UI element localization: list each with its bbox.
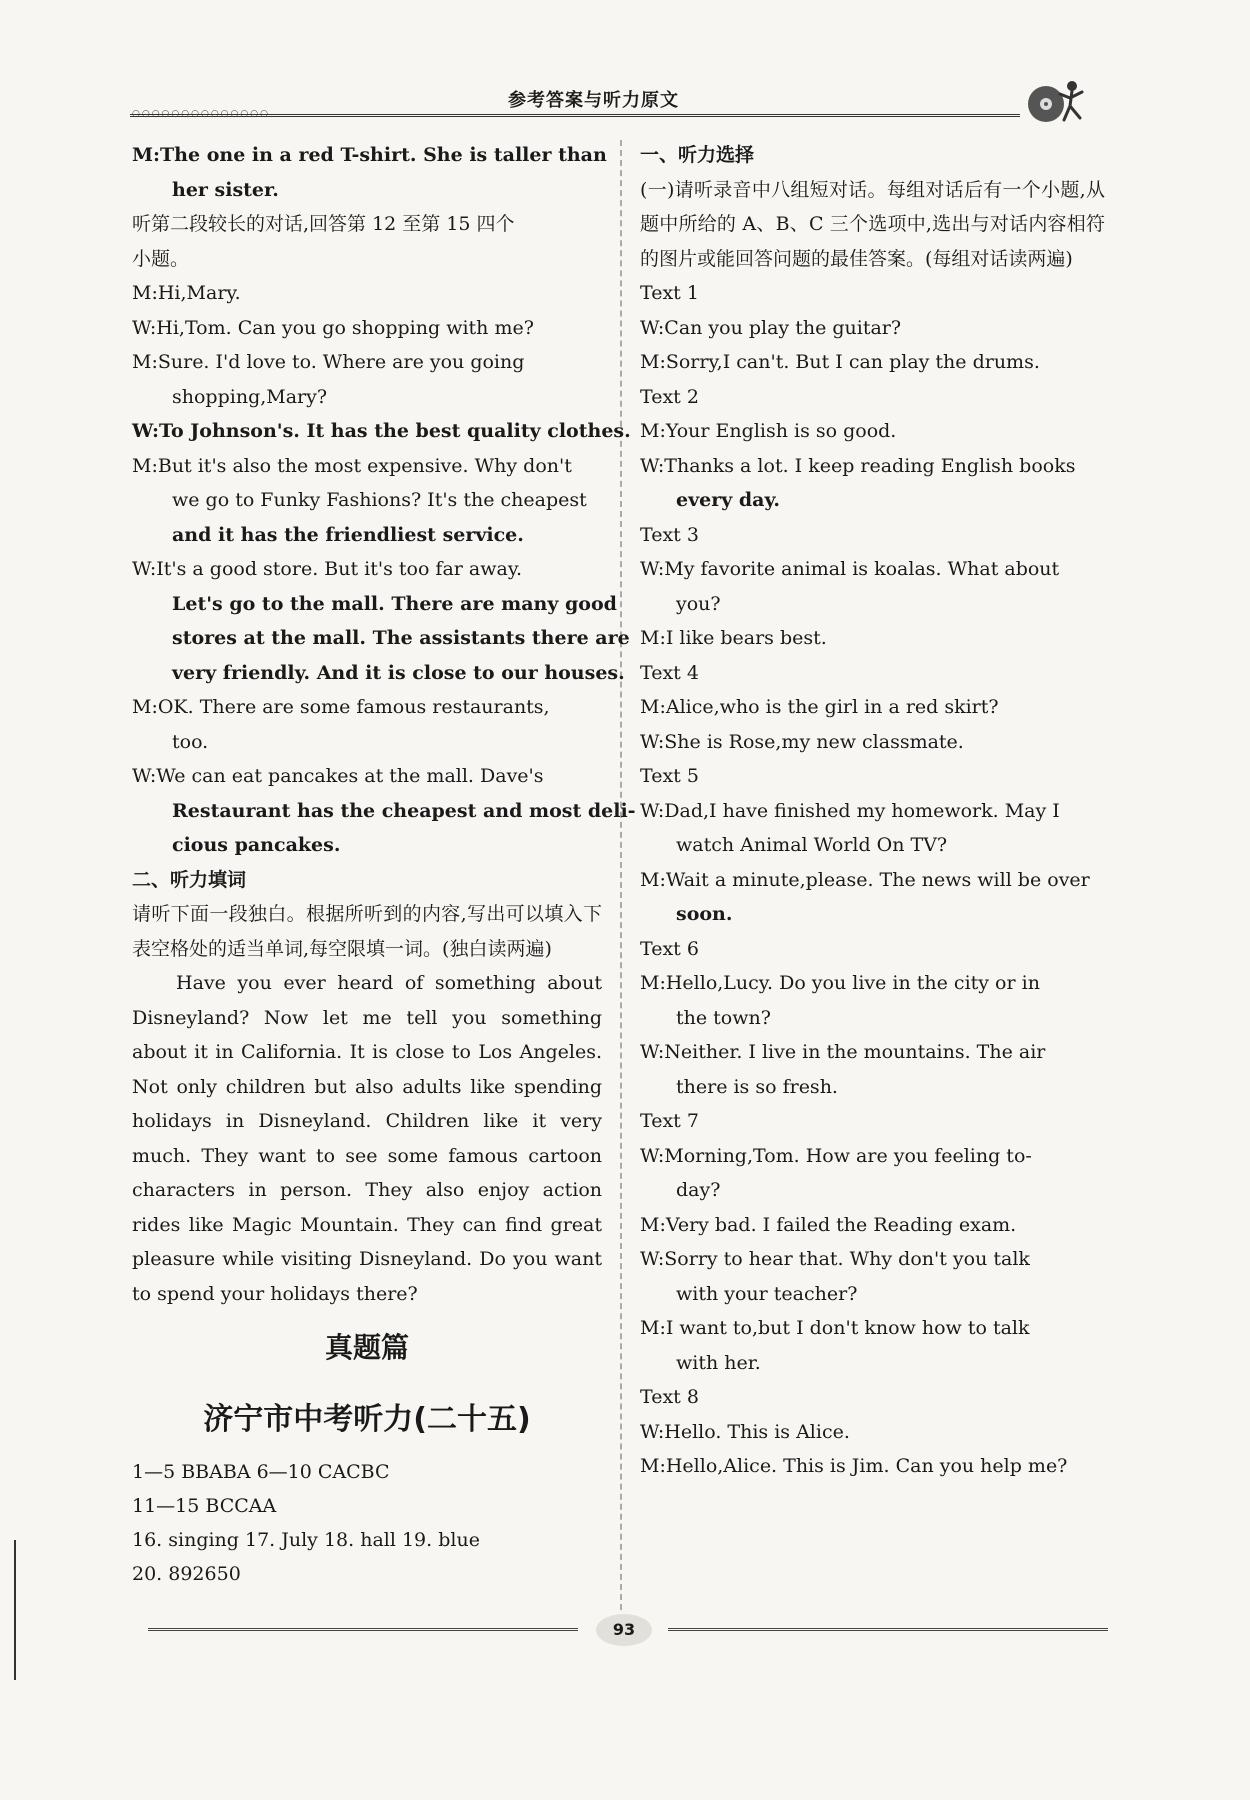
dialogue-line: cious pancakes. [172,834,341,856]
dialogue-line: every day. [676,489,780,511]
dialogue-line: watch Animal World On TV? [676,834,948,856]
exam-title: 济宁市中考听力(二十五) [203,1402,531,1437]
header-rule [130,114,1020,117]
dialogue-line: W:She is Rose,my new classmate. [640,730,964,753]
dialogue-line: W:Hello. This is Alice. [640,1420,850,1443]
column-divider [620,140,622,1610]
dialogue-line: stores at the mall. The assistants there are [172,627,630,649]
section-instructions: 请听下面一段独白。根据所听到的内容,写出可以填入下表空格处的适当单词,每空限填一词。(独白读两遍) [132,903,602,960]
dialogue-line: M:Hello,Alice. This is Jim. Can you help me? [640,1455,1068,1477]
dialogue-line: and it has the friendliest service. [172,523,524,546]
answer-line: 1—5 BBABA 6—10 CACBC [132,1461,390,1483]
answer-line: 11—15 BCCAA [132,1495,277,1517]
dialogue-line: M:Hello,Lucy. Do you live in the city or in [640,972,1040,994]
dialogue-line: M:I want to,but I don't know how to talk [640,1317,1030,1339]
dialogue-line: we go to Funky Fashions? It's the cheapest [172,489,587,511]
dialogue-line: there is so fresh. [676,1075,838,1098]
dialogue-line: Restaurant has the cheapest and most deli- [172,799,636,822]
dialogue-line: M:Very bad. I failed the Reading exam. [640,1213,1017,1236]
dialogue-line: Text 5 [640,765,699,787]
dialogue-line: W:Dad,I have finished my homework. May I [640,799,1060,822]
dialogue-line: W:We can eat pancakes at the mall. Dave's [132,765,544,787]
dialogue-line: W:To Johnson's. It has the best quality clothes. [132,420,631,442]
answer-line: 20. 892650 [132,1563,241,1585]
dialogue-line: W:Neither. I live in the mountains. The air [640,1041,1046,1063]
left-dialogue [132,138,636,863]
dialogue-line: with her. [676,1351,761,1374]
dialogue-line: you? [676,592,721,615]
dialogue-line: day? [676,1179,721,1201]
footer-rule [148,1628,578,1631]
dialogue-line: 小题。 [132,247,190,270]
dialogue-line: W:Hi,Tom. Can you go shopping with me? [132,316,534,339]
section-heading-listening-fill: 二、听力填词 [132,868,247,891]
dialogue-line: Text 4 [640,661,699,684]
dialogue-line: Let's go to the mall. There are many good [172,592,617,615]
dialogue-line: soon. [676,903,733,925]
page-number: 93 [596,1614,652,1646]
right-column [640,138,1105,1484]
header-dot-ornament: ○○○○○○○○○○○○○○ [132,109,270,119]
monologue-text: Have you ever heard of something about Disneyland? Now let me tell you something about it in California. It is close to Los Angeles. Not only children but also adults like spending holidays in Disneyland. Children like it very much. They want to see some famous cartoon characters in person. They also enjoy action rides like Magic Mountain. They can find great pleasure while visiting Disneyland. Do you want to spend your holidays there? [132,972,602,1305]
dialogue-line: her sister. [172,178,279,201]
dialogue-line: too. [172,730,209,753]
dialogue-line: W:My favorite animal is koalas. What about [640,558,1060,580]
section-instructions: (一)请听录音中八组短对话。每组对话后有一个小题,从题中所给的 A、B、C 三个选项中,选出与对话内容相符的图片或能回答问题的最佳答案。(每组对话读两遍) [640,178,1105,270]
dialogue-line: very friendly. And it is close to our houses. [172,661,625,684]
dialogue-line: Text 6 [640,937,699,960]
dialogue-line: the town? [676,1006,771,1029]
dialogue-line: shopping,Mary? [172,385,328,408]
header-title: 参考答案与听力原文 [508,90,679,111]
dialogue-line: M:Wait a minute,please. The news will be over [640,868,1090,891]
dialogue-line: W:Sorry to hear that. Why don't you talk [640,1248,1030,1270]
dialogue-line: M:Sure. I'd love to. Where are you going [132,351,525,373]
dialogue-line: Text 2 [640,385,699,408]
dialogue-line: M:OK. There are some famous restaurants, [132,696,550,718]
dialogue-line: W:Thanks a lot. I keep reading English books [640,454,1076,477]
section-title: 真题篇 [324,1331,409,1364]
dialogue-line: M:But it's also the most expensive. Why don't [132,454,572,477]
dialogue-line: W:It's a good store. But it's too far away. [132,558,523,580]
dialogue-line: Text 3 [640,523,699,546]
footer-rule [668,1628,1108,1631]
dialogue-line: M:Alice,who is the girl in a red skirt? [640,696,999,718]
dialogue-line: Text 7 [640,1110,699,1132]
dialogue-line: W:Morning,Tom. How are you feeling to- [640,1144,1032,1167]
page-header [130,78,1090,128]
dialogue-line: W:Can you play the guitar? [640,316,902,339]
cd-figure-logo-icon [1020,78,1090,126]
dialogue-line: M:The one in a red T-shirt. She is taller than [132,144,607,166]
page-footer [148,1618,1108,1648]
left-column [132,138,636,1591]
right-dialogue [640,276,1105,1484]
answer-key [132,1455,602,1591]
section-heading-listening-choice: 一、听力选择 [640,144,755,166]
answer-line: 16. singing 17. July 18. hall 19. blue [132,1529,480,1551]
scan-edge-mark [14,1540,16,1680]
dialogue-line: M:I like bears best. [640,627,827,649]
dialogue-line: Text 1 [640,282,699,304]
dialogue-line: M:Sorry,I can't. But I can play the drums. [640,351,1040,373]
dialogue-line: M:Your English is so good. [640,420,897,442]
dialogue-line: Text 8 [640,1386,699,1408]
dialogue-line: M:Hi,Mary. [132,282,241,304]
dialogue-line: 听第二段较长的对话,回答第 12 至第 15 四个 [132,213,515,235]
dialogue-line: with your teacher? [676,1282,858,1305]
